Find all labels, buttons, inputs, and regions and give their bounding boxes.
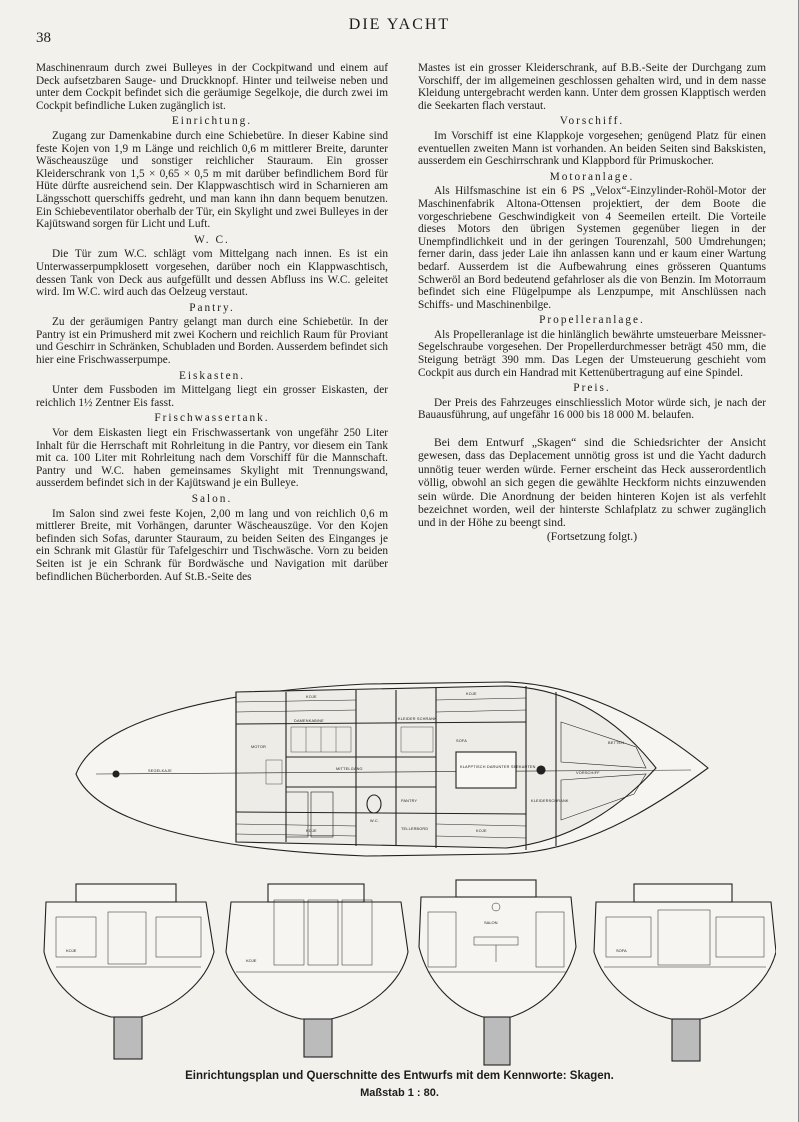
label-koje-top: KOJE bbox=[306, 695, 317, 699]
label-mittelgang: MITTELGANG bbox=[336, 767, 363, 771]
running-head: DIE YACHT bbox=[348, 16, 451, 33]
body-paragraph: Im Vorschiff ist eine Klappkoje vorgesehen; genügend Platz für einen eventuellen zweiten Mann ist vorhanden. An beiden Seiten sind Bakskisten, ausserdem ein Geschirrschrank und Klappbord für Primuskocher. bbox=[418, 129, 766, 168]
body-paragraph: Vor dem Eiskasten liegt ein Frischwassertank von ungefähr 250 Liter Inhalt für die Herrschaft mit Rohrleitung in die Pantry, vor diesem ein Tank mit ca. 100 Liter mit Rohrleitung nach dem Vorschiff für die Mannschaft. Pantry und W.C. haben gemeinsames Skylight mit Trennungswand, ausserdem befindet sich in der Kajütswand je ein Bulleye. bbox=[36, 427, 388, 490]
page-number: 38 bbox=[36, 30, 51, 46]
cross-section-1 bbox=[44, 884, 214, 1059]
left-text-column bbox=[36, 62, 388, 583]
mast-step bbox=[537, 766, 545, 774]
section-heading: Motoranlage. bbox=[549, 170, 635, 183]
right-text-column bbox=[418, 62, 766, 543]
label-betten: BETTEN bbox=[608, 741, 625, 745]
cross-section-2 bbox=[226, 884, 408, 1057]
label-salon-table: KLAPPTISCH DARUNTER SEEKARTEN bbox=[460, 765, 536, 769]
label-kleiderschrank: KLEIDER SCHRANK bbox=[398, 717, 437, 721]
body-paragraph: Unter dem Fussboden im Mittelgang liegt ein grosser Eiskasten, der reichlich 1½ Zentner Eis fasst. bbox=[36, 384, 388, 409]
body-paragraph: Der Preis des Fahrzeuges einschliesslich Motor würde sich, je nach der Bauausführung, auf ungefähr 16 000 bis 18 000 M. belaufen. bbox=[418, 396, 766, 422]
cross-section-4 bbox=[594, 884, 776, 1061]
section-heading: Frischwassertank. bbox=[154, 412, 270, 425]
figure-scale: Maßstab 1 : 80. bbox=[360, 1087, 439, 1099]
yacht-interior-plan-figure bbox=[36, 662, 776, 1072]
label-section-sofa: SOFA bbox=[616, 948, 627, 953]
paragraph-gap bbox=[418, 422, 766, 436]
label-wc: W.C. bbox=[370, 819, 380, 823]
body-paragraph: Im Salon sind zwei feste Kojen, 2,00 m lang und von reichlich 0,6 m mittlerer Breite, mit Vorhängen, darunter Wäscheauszüge. Vor den Kojen befinden sich Sofas, darunter Stauraum, zu beiden Seiten des Einganges je ein Schrank mit Glastür für Tafelgeschirr und Tischwäsche. Vorn zu beiden Seiten ist je ein Schrank für Bordwäsche und Navigation mit darüber befindlichen Bücherborden. Auf St.B.-Seite des bbox=[36, 507, 388, 583]
label-sofa: SOFA bbox=[456, 739, 467, 743]
label-koje-bottom: KOJE bbox=[306, 829, 317, 833]
label-motor: MOTOR bbox=[251, 745, 267, 749]
label-section-koje-2: KOJE bbox=[246, 958, 257, 963]
section-heading: Salon. bbox=[191, 493, 233, 505]
figure-caption: Einrichtungsplan und Querschnitte des Entwurfs mit dem Kennworte: Skagen. bbox=[185, 1070, 614, 1082]
body-paragraph: Als Hilfsmaschine ist ein 6 PS „Velox“-Einzylinder-Rohöl-Motor der Maschinenfabrik Altona-Ottensen projektiert, der dem Boote die vorgeschriebene Geschwindigkeit von 4 Seemeilen erteilt. Die Vorteile dieses Motors den übrigen Systemen gegenüber liegen in der Unempfindlichkeit und in der geringen Tourenzahl, 500 Umdrehungen; ferner darin, dass jeder Laie ihn anlassen kann und er kaum einer Wartung bedarf. Ausserdem ist die Aufbewahrung eines grösseren Quantums Schweröl an Bord bedeutend gefahrloser als die von Benzin. Im Motorraum befindet sich eine Flügelpumpe als Lenzpumpe, mit Anschlüssen nach Schiffs- und Maschinenbilge. bbox=[418, 185, 766, 311]
label-damenkabine: DAMENKABINE bbox=[294, 719, 324, 723]
salon-klapptisch bbox=[456, 752, 516, 788]
body-paragraph: Zugang zur Damenkabine durch eine Schiebetüre. In dieser Kabine sind feste Kojen von 1,9 m Länge und reichlich 0,6 m mittlerer Breite, darunter Wäscheauszüge und sonstiger reichlicher Stauraum. Ein grosser Kleiderschrank von 1,5 × 0,65 × 0,5 m mit darüber befindlichem Bord für Hüte dürfte ausreichend sein. Der Klappwaschtisch wird in Scharnieren am Längsschott querschiffs gedreht, und man kann ihn dann bequem benutzen. Ein Schiebeventilator oberhalb der Tür, ein Skylight und zwei Bulleyes in der Kajütswand sorgen für Licht und Luft. bbox=[36, 129, 388, 231]
continuation-note: (Fortsetzung folgt.) bbox=[546, 529, 638, 543]
label-koje-bottom2: KOJE bbox=[476, 829, 487, 833]
label-section-koje-1: KOJE bbox=[66, 948, 77, 953]
label-section-salon: SALON bbox=[484, 920, 498, 925]
body-paragraph: Zu der geräumigen Pantry gelangt man durch eine Schiebetür. In der Pantry ist ein Primusherd mit zwei Kochern und reichlich Raum für Proviant und Geschirr in Schränken, Schubladen und Borden. Ausserdem befindet sich hier eine Frischwasserpumpe. bbox=[36, 316, 388, 367]
label-pantry: PANTRY bbox=[401, 799, 418, 803]
section-heading: Einrichtung. bbox=[171, 115, 253, 128]
body-paragraph: Die Tür zum W.C. schlägt vom Mittelgang nach innen. Es ist ein Unterwasserpumpklosett vorgesehen, darüber noch ein Klappwaschtisch, dessen Tank von Deck aus aufgefüllt und dessen Abfluss ins W.C. geleitet wird. Im W.C. wird auch das Oelzeug verstaut. bbox=[36, 248, 388, 299]
label-koje-top2: KOJE bbox=[466, 692, 477, 696]
section-heading: Pantry. bbox=[189, 301, 235, 314]
label-tellerbord: TELLERBORD bbox=[401, 827, 429, 831]
section-heading: Preis. bbox=[573, 382, 611, 395]
section-heading: Propelleranlage. bbox=[539, 314, 645, 327]
section-heading: W. C. bbox=[194, 233, 230, 246]
body-paragraph: Als Propelleranlage ist die hinlänglich bewährte umsteuerbare Meissner-Segelschraube vorgesehen. Der Propellerdurchmesser beträgt 450 mm, die Steigung beträgt 390 mm. Das Legen der Umsteuerung geschieht vom Cockpit aus durch ein Handrad mit Kettenübertragung auf eine Spindel. bbox=[418, 328, 766, 379]
label-kleiderschrank2: KLEIDERSCHRANK bbox=[531, 799, 569, 803]
section-heading: Vorschiff. bbox=[559, 115, 625, 128]
mast-step-aft bbox=[113, 771, 119, 777]
body-paragraph: Mastes ist ein grosser Kleiderschrank, auf B.B.-Seite der Durchgang zum Vorschiff, der im allgemeinen geschlossen gehalten wird, und in dem nasse Kleidung untergebracht werden kann. Unter dem grossen Klapptisch werden die Seekarten flach verstaut. bbox=[418, 62, 766, 112]
body-paragraph: Maschinenraum durch zwei Bulleyes in der Cockpitwand und einem auf Deck aufsetzbaren Sauge- und Druckknopf. Hinter und teilweise neben und unter dem Cockpit befindet sich die geräumige Segelkoje, die durch zwei im Cockpit befindliche Luken zugänglich ist. bbox=[36, 62, 388, 112]
label-vorschiff: VORSCHIFF bbox=[576, 771, 600, 775]
label-cockpit: SEGELKAJE bbox=[148, 769, 172, 773]
section-heading: Eiskasten. bbox=[178, 369, 246, 382]
body-paragraph: Bei dem Entwurf „Skagen“ sind die Schiedsrichter der Ansicht gewesen, dass das Deplacement unnötig gross ist und die Yacht dadurch unnötig teuer werden würde. Ferner erscheint das Heck ausserordentlich völlig, obwohl an sich gegen die gewählte Heckform nichts einzuwenden sein würde. Die Anordnung der beiden hinteren Kojen ist als verfehlt bezeichnet worden, weil der hinterste Schlafplatz zu schwer zugänglich und in der Höhe zu beengt sind. bbox=[418, 436, 766, 530]
cross-section-3 bbox=[419, 880, 576, 1065]
